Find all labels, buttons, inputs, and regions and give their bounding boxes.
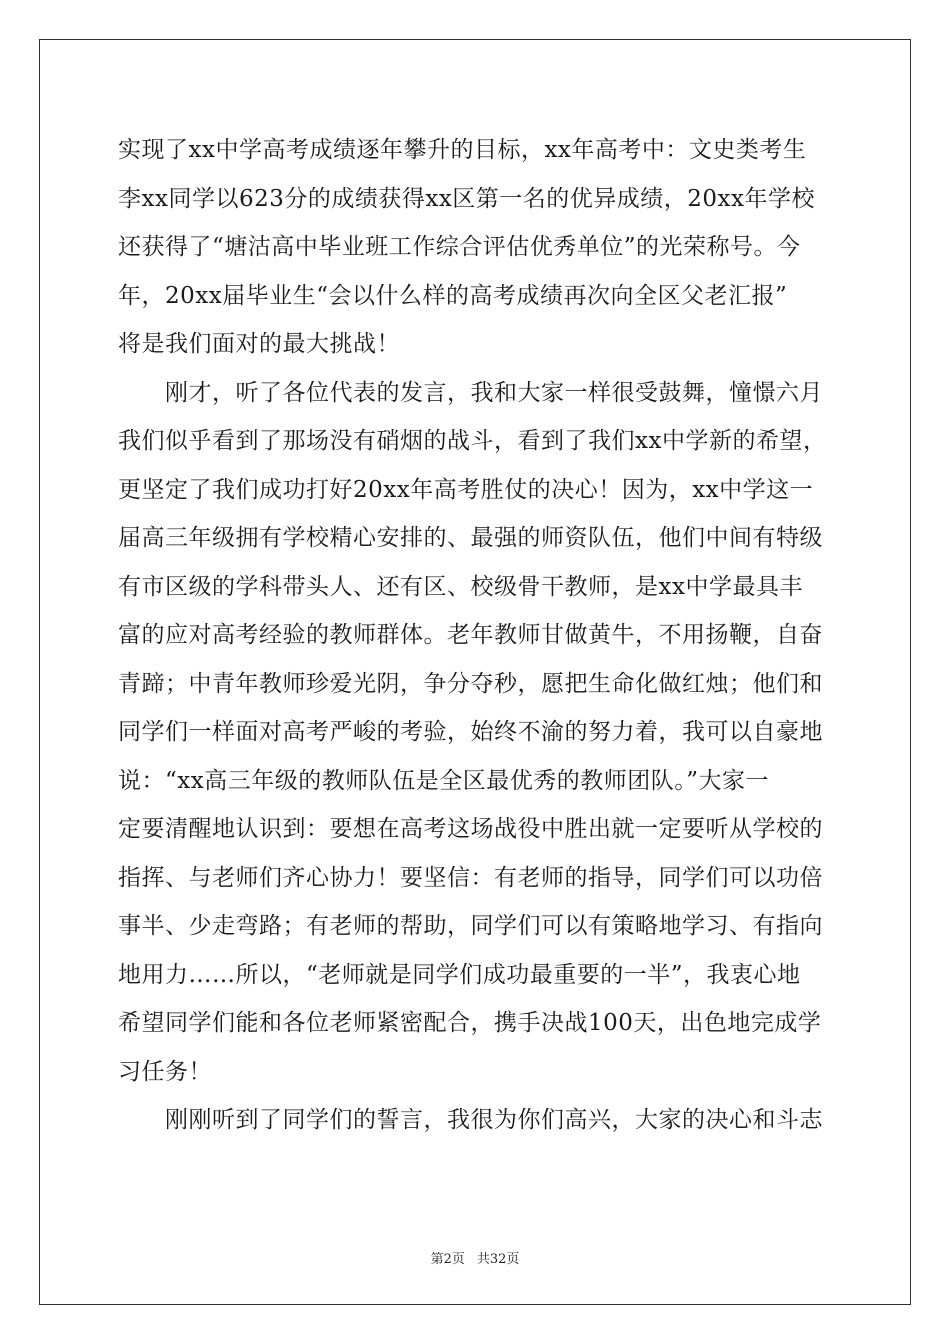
text-line: 说：“xx高三年级的教师队伍是全区最优秀的教师团队。”大家一 <box>118 767 769 794</box>
page-number: 第2页 <box>430 1252 465 1267</box>
text-line: 青蹄；中青年教师珍爱光阴，争分夺秒，愿把生命化做红烛；他们和 <box>118 670 823 697</box>
text-line: 定要清醒地认识到：要想在高考这场战役中胜出就一定要听从学校的 <box>118 816 823 842</box>
text-line: 希望同学们能和各位老师紧密配合，携手决战100天，出色地完成学 <box>118 1010 822 1036</box>
text-line: 年，20xx届毕业生“会以什么样的高考成绩再次向全区父老汇报” <box>118 282 788 309</box>
text-line: 将是我们面对的最大挑战！ <box>118 331 400 357</box>
text-line: 事半、少走弯路；有老师的帮助，同学们可以有策略地学习、有指向 <box>118 913 823 939</box>
text-line: 实现了xx中学高考成绩逐年攀升的目标，xx年高考中：文史类考生 <box>118 137 807 163</box>
text-line: 我们似乎看到了那场没有硝烟的战斗，看到了我们xx中学新的希望， <box>118 428 827 454</box>
text-line: 刚刚听到了同学们的誓言，我很为你们高兴，大家的决心和斗志 <box>118 1107 823 1133</box>
text-line: 还获得了“塘沽高中毕业班工作综合评估优秀单位”的光荣称号。今 <box>118 234 801 260</box>
text-line: 富的应对高考经验的教师群体。老年教师甘做黄牛，不用扬鞭，自奋 <box>118 622 823 648</box>
page-total: 共32页 <box>476 1252 520 1267</box>
text-line: 习任务！ <box>118 1058 212 1085</box>
text-line: 刚才，听了各位代表的发言，我和大家一样很受鼓舞，憧憬六月 <box>118 379 823 406</box>
page-footer <box>0 1248 950 1267</box>
text-line: 有市区级的学科带头人、还有区、校级骨干教师，是xx中学最具丰 <box>118 573 803 600</box>
text-line: 李xx同学以623分的成绩获得xx区第一名的优异成绩，20xx年学校 <box>118 185 815 212</box>
text-line: 同学们一样面对高考严峻的考验，始终不渝的努力着，我可以自豪地 <box>118 719 823 745</box>
text-line: 届高三年级拥有学校精心安排的、最强的师资队伍，他们中间有特级 <box>118 525 823 551</box>
body-text <box>118 126 834 1145</box>
text-line: 更坚定了我们成功打好20xx年高考胜仗的决心！因为，xx中学这一 <box>118 476 814 503</box>
text-line: 地用力……所以，“老师就是同学们成功最重要的一半”，我衷心地 <box>118 961 801 988</box>
text-line: 指挥、与老师们齐心协力！要坚信：有老师的指导，同学们可以功倍 <box>118 864 823 891</box>
